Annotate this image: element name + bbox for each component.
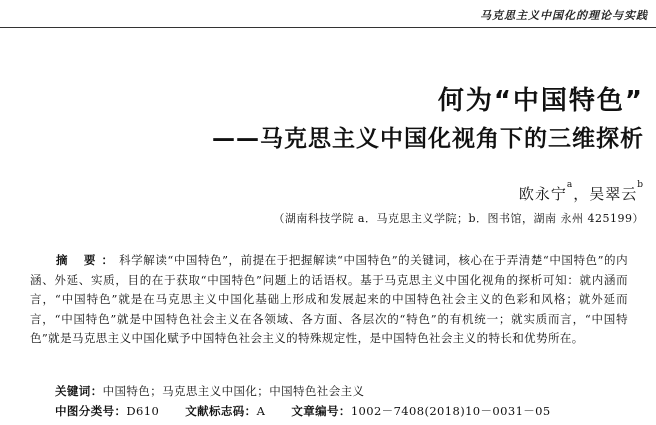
affiliation: （湖南科技学院 a．马克思主义学院；b．图书馆，湖南 永州 425199）: [273, 212, 644, 225]
author-name: 吴翠云: [589, 185, 638, 203]
keywords-label: 关键词：: [55, 384, 103, 398]
author-affiliation-mark: a: [566, 180, 574, 190]
clc-value: D610: [126, 404, 160, 418]
author-affiliation-mark: b: [637, 180, 644, 190]
author-name: 欧永宁: [518, 185, 567, 203]
article-number-label: 文章编号：: [291, 404, 351, 418]
document-code-value: A: [256, 404, 266, 418]
keywords-line: [55, 383, 364, 399]
running-head: 马克思主义中国化的理论与实践: [480, 9, 648, 22]
abstract: [30, 251, 628, 349]
header-rule: [0, 27, 656, 28]
author-line: [518, 180, 644, 204]
abstract-text: 科学解读“中国特色”，前提在于把握解读“中国特色”的关键词，核心在于弄清楚“中国特色”的内涵、外延、实质，目的在于获取“中国特色”问题上的话语权。基于马克思主义中国化视角的探析可知：就内涵而言，“中国特色”就是在马克思主义中国化基础上形成和发展起来的中国特色社会主义的色彩和风格；就外延而言，“中国特色”就是中国特色社会主义在各领域、各方面、各层次的“特色”的有机统一；就实质而言，“中国特色”就是马克思主义中国化赋予中国特色社会主义的特殊规定性，是中国特色社会主义的特长和优势所在。: [30, 253, 628, 346]
article-subtitle: ——马克思主义中国化视角下的三维探析: [212, 126, 644, 152]
classification-line: [55, 403, 551, 419]
article-number-value: 1002－7408(2018)10－0031－05: [350, 404, 551, 418]
keywords-text: 中国特色；马克思主义中国化；中国特色社会主义: [102, 384, 365, 398]
clc-label: 中图分类号：: [55, 404, 127, 418]
article-title: 何为“中国特色”: [437, 86, 644, 116]
document-code-label: 文献标志码：: [185, 404, 257, 418]
abstract-label: 摘 要：: [56, 253, 120, 267]
author-separator: ，: [573, 185, 590, 203]
